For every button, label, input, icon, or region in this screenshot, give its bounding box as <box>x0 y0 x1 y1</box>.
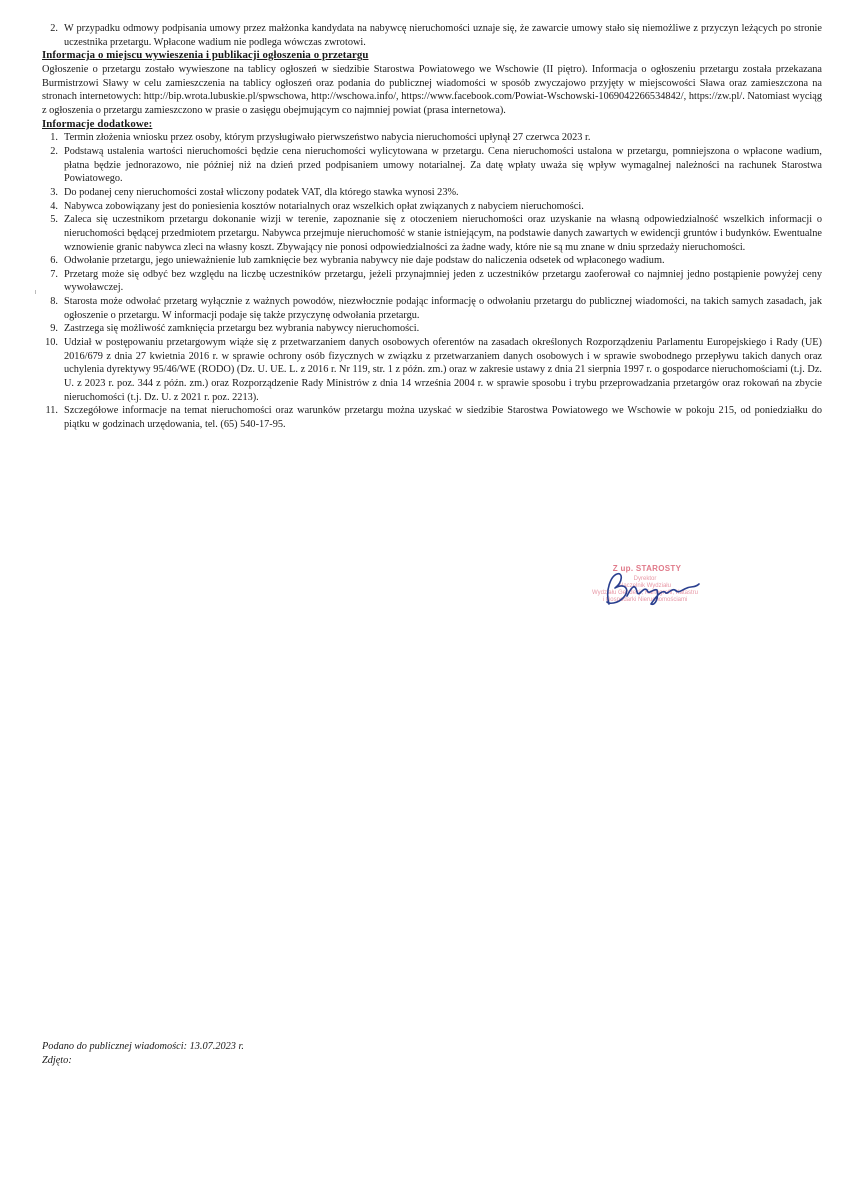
list-text: Do podanej ceny nieruchomości został wliczony podatek VAT, dla którego stawka wynosi 23%. <box>64 186 459 198</box>
list-number: 7. <box>50 268 58 280</box>
list-item <box>42 254 822 268</box>
document-page <box>42 22 822 432</box>
stamp-title: Z up. STAROSTY <box>612 564 682 573</box>
list-item <box>42 200 822 214</box>
list-item <box>42 186 822 200</box>
published-date: Podano do publicznej wiadomości: 13.07.2023 r. <box>42 1041 244 1052</box>
additional-info-list <box>42 131 822 431</box>
list-item <box>42 404 822 431</box>
stamp-line: i Gospodarki Nieruchomościami <box>602 597 688 603</box>
list-text: Nabywca zobowiązany jest do poniesienia kosztów notarialnych oraz wszelkich opłat związanych z nabyciem nieruchomości. <box>64 200 584 212</box>
list-text: Odwołanie przetargu, jego unieważnienie lub zamknięcie bez wybrania nabywcy nie daje podstaw do naliczenia odsetek od wpłaconego wadium. <box>64 255 665 267</box>
list-number: 1. <box>50 132 58 144</box>
list-number: 11. <box>45 405 58 417</box>
list-item <box>42 268 822 295</box>
list-number: 8. <box>50 296 58 308</box>
list-text: Termin złożenia wniosku przez osoby, którym przysługiwało pierwszeństwo nabycia nieruchomości upłynął 27 czerwca 2023 r. <box>64 132 591 144</box>
list-text: Starosta może odwołać przetarg wyłącznie z ważnych powodów, niezwłocznie podając informację o odwołaniu przetargu do publicznej wiadomości, na takich samych zasadach, jak ogłoszenie o przetargu. W informacji podaje się także przyczynę odwołania przetargu. <box>64 296 822 321</box>
list-text: W przypadku odmowy podpisania umowy przez małżonka kandydata na nabywcę nieruchomości uznaje się, że zawarcie umowy stało się niemożliwe z przyczyn leżących po stronie uczestnika przetargu. Wpłacone wadium nie podlega wówczas zwrotowi. <box>64 23 822 48</box>
list-text: Zaleca się uczestnikom przetargu dokonanie wizji w terenie, zapoznanie się z otoczeniem nieruchomości oraz uzyskanie na własną odpowiedzialność wszelkich informacji o nieruchomości będącej przedmiotem przetargu. Nabywca przejmuje nieruchomość w stanie istniejącym, na podstawie danych zawartych w ewidencji gruntów i budynków. Ewentualne wznowienie granic nabywca zleci na własny koszt. Zbywający nie ponosi odpowiedzialności za żadne wady, które nie są mu znane w dniu sprzedaży nieruchomości. <box>64 214 822 253</box>
list-text: Udział w postępowaniu przetargowym wiąże się z przetwarzaniem danych osobowych oferentów na zasadach określonych Rozporządzeniu Parlamentu Europejskiego i Rady (UE) 2016/679 z dnia 27 kwietnia 2016 r. w sprawie ochrony osób fizycznych w związku z przetwarzaniem danych osobowych i w sprawie swobodnego przepływu takich danych oraz uchylenia dyrektywy 95/46/WE (RODO) (Dz. U. UE. L. z 2016 r. Nr 119, str. 1 z późn. zm.) oraz w zakresie ustawy z dnia 21 sierpnia 1997 r. o gospodarce nieruchomościami (t.j. Dz. U. z 2023 r. poz. 344 z późn. zm.) oraz Rozporządzenie Rady Ministrów z dnia 14 września 2004 r. w sprawie sposobu i trybu przeprowadzania przetargów oraz rokowań na zbycie nieruchomości (t.j. Dz. U. z 2021 r. poz. 2213). <box>64 337 822 403</box>
list-text: Szczegółowe informacje na temat nieruchomości oraz warunków przetargu można uzyskać w siedzibie Starostwa Powiatowego we Wschowie w pokoju 215, od poniedziałku do piątku w godzinach urzędowania, tel. (65) 540-17-95. <box>64 405 822 431</box>
list-item <box>42 336 822 404</box>
stamp-line: Dyrektor <box>633 576 657 582</box>
stamp-line: Wydziału Geodezji, Kartografii, Katastru <box>592 590 698 596</box>
list-item <box>42 213 822 254</box>
handwritten-signature <box>595 568 705 612</box>
list-number: 2. <box>50 23 58 34</box>
section-heading-additional: Informacje dodatkowe: <box>42 117 153 130</box>
list-number: 6. <box>50 255 58 267</box>
list-item <box>42 322 822 336</box>
list-number: 2. <box>50 145 58 157</box>
publication-paragraph: Ogłoszenie o przetargu zostało wywieszone na tablicy ogłoszeń w siedzibie Starostwa Powiatowego we Wschowie (II piętro). Informacja o ogłoszeniu przetargu została przekazana Burmistrzowi Sławy w celu zamieszczenia na tablicy ogłoszeń oraz podania do publicznej wiadomości w sposób zwyczajowo przyjęty w miejscowości Sława oraz zamieszczona na stronach internetowych: http://bip.wrota.lubuskie.pl/spwschowa, http://wschowa.info/, https://www.facebook.com/Powiat-Wschowski-1069042266534842/, https://zw.pl/. Natomiast wyciąg z ogłoszenia o przetargu zamieszczono w prasie o zasięgu obejmującym co najmniej powiat (prasa internetowa). <box>42 63 822 116</box>
list-text: Zastrzega się możliwość zamknięcia przetargu bez wybrania nabywcy nieruchomości. <box>64 323 420 335</box>
section-heading-publication: Informacja o miejscu wywieszenia i publikacji ogłoszenia o przetargu <box>42 49 369 62</box>
list-number: 3. <box>50 186 58 198</box>
scan-mark <box>35 290 36 294</box>
list-number: 5. <box>50 214 58 226</box>
list-number: 10. <box>45 337 58 349</box>
intro-list <box>42 22 822 49</box>
list-text: Podstawą ustalenia wartości nieruchomości będzie cena nieruchomości wylicytowana w przetargu. Cena nieruchomości ustalona w przetargu, pomniejszona o wpłacone wadium, płatna będzie jednorazowo, nie później niż na dzień przed podpisaniem umowy notarialnej. Za datę wpłaty uważa się wpływ wymagalnej należności na rachunek Starostwa Powiatowego. <box>64 145 822 185</box>
list-item <box>42 295 822 322</box>
list-item <box>42 145 822 186</box>
publication-footer <box>42 1040 244 1068</box>
list-number: 9. <box>50 323 58 335</box>
list-text: Przetarg może się odbyć bez względu na liczbę uczestników przetargu, jeżeli przynajmniej jeden z uczestników przetargu zaoferował co najmniej jedno postąpienie powyżej ceny wywoławczej. <box>64 268 822 294</box>
list-item <box>42 131 822 145</box>
list-number: 4. <box>50 200 58 212</box>
stamp-line: Naczelnik Wydziału <box>619 583 671 589</box>
official-stamp <box>565 564 725 620</box>
removed-label: Zdjęto: <box>42 1055 72 1066</box>
list-item <box>42 22 822 49</box>
